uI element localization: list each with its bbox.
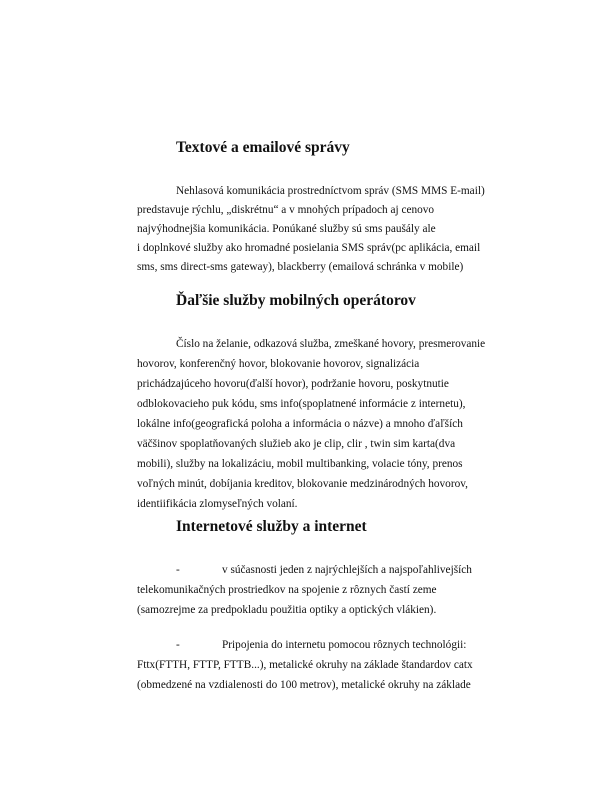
- bullet-marker: -: [176, 639, 180, 651]
- bullet-line: (obmedzené na vzdialenosti do 100 metrov), metalické okruhy na základe: [137, 679, 471, 691]
- section-heading-other-services: Ďaľšie služby mobilných operátorov: [176, 292, 416, 309]
- paragraph-line: odblokovacieho puk kódu, sms info(spoplatnené informácie z internetu),: [137, 398, 466, 410]
- paragraph-line: väčšinov spoplatňovaných služieb ako je clip, clir , twin sim karta(dva: [137, 438, 456, 450]
- paragraph-line: predstavuje rýchlu, „diskrétnu“ a v mnohých prípadoch aj cenovo: [137, 204, 435, 216]
- paragraph-line: sms, sms direct-sms gateway), blackberry (emailová schránka v mobile): [137, 261, 464, 273]
- paragraph-line: hovorov, konferenčný hovor, blokovanie hovorov, signalizácia: [137, 358, 420, 370]
- bullet-line: telekomunikačných prostriedkov na spojenie z rôznych častí zeme: [137, 584, 437, 596]
- section-heading-text-messages: Textové a emailové správy: [176, 139, 350, 156]
- paragraph-line: najvýhodnejšia komunikácia. Ponúkané služby sú sms paušály ale: [137, 223, 436, 235]
- paragraph-line: i doplnkové služby ako hromadné posielania SMS správ(pc aplikácia, email: [137, 242, 481, 254]
- bullet-line: Pripojenia do internetu pomocou rôznych technológii:: [222, 639, 467, 651]
- bullet-line: (samozrejme za predpokladu použitia optiky a optických vlákien).: [137, 604, 437, 616]
- bullet-line: v súčasnosti jeden z najrýchlejších a najspoľahlivejších: [222, 564, 472, 576]
- bullet-line: Fttx(FTTH, FTTP, FTTB...), metalické okruhy na základe štandardov catx: [137, 659, 473, 671]
- paragraph-line: prichádzajúceho hovoru(ďalší hovor), podržanie hovoru, poskytnutie: [137, 378, 449, 390]
- paragraph-line: lokálne info(geografická poloha a informácia o názve) a mnoho ďaľších: [137, 418, 463, 430]
- paragraph-line: Číslo na želanie, odkazová služba, zmeškané hovory, presmerovanie: [176, 338, 486, 350]
- paragraph-line: identiifikácia zlomyseľných volaní.: [137, 498, 298, 510]
- bullet-marker: -: [176, 564, 180, 576]
- paragraph-line: voľných minút, dobíjania kreditov, blokovanie medzinárodných hovorov,: [137, 478, 468, 490]
- paragraph-line: mobili), služby na lokalizáciu, mobil multibanking, volacie tóny, prenos: [137, 458, 463, 470]
- paragraph-line: Nehlasová komunikácia prostredníctvom správ (SMS MMS E-mail): [176, 185, 485, 197]
- section-heading-internet-services: Internetové služby a internet: [176, 518, 367, 535]
